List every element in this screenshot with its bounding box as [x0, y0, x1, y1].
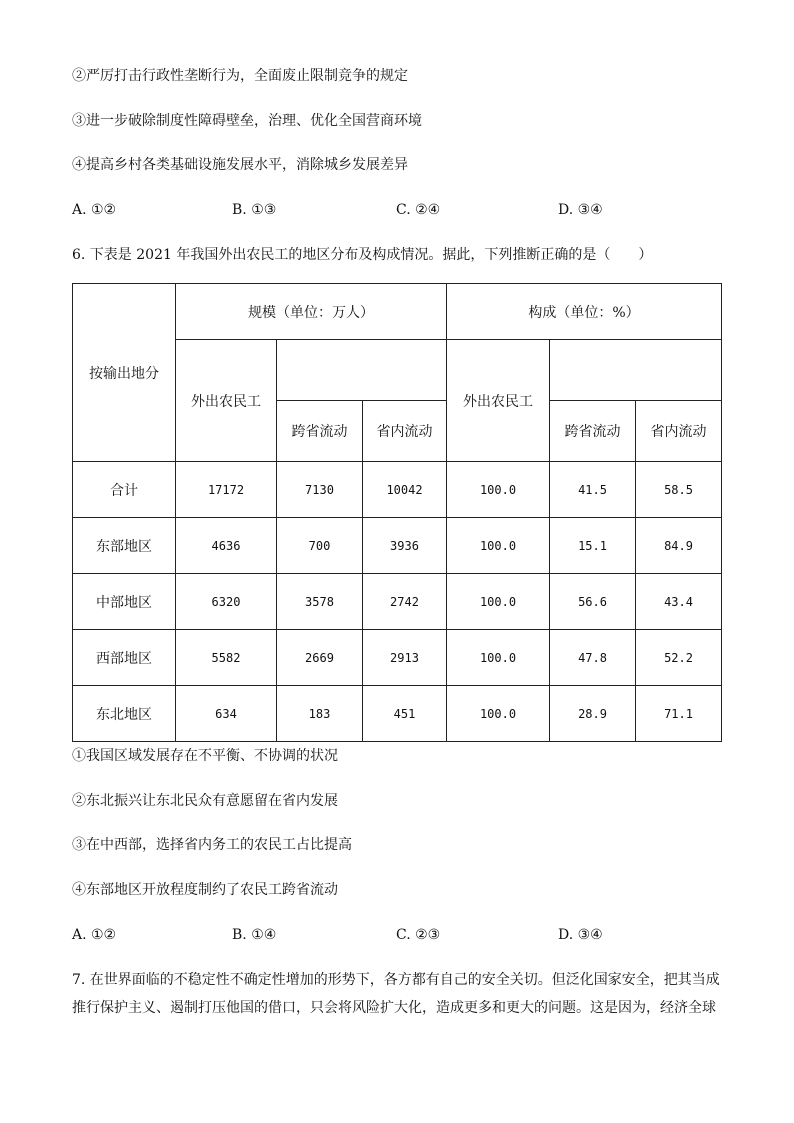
- q6-option-d: D. ③④: [558, 927, 603, 943]
- within-cell: 2742: [363, 574, 447, 630]
- q6-item-1: ①我国区域发展存在不平衡、不协调的状况: [72, 748, 338, 764]
- q5-option-d: D. ③④: [558, 202, 603, 218]
- scale-within-header: 省内流动: [363, 401, 447, 462]
- total-cell: 6320: [176, 574, 277, 630]
- pct-total-cell: 100.0: [447, 462, 550, 518]
- pct-cross-cell: 28.9: [550, 686, 636, 742]
- comp-blank-cell: [550, 340, 722, 401]
- within-cell: 10042: [363, 462, 447, 518]
- cross-cell: 700: [277, 518, 363, 574]
- pct-within-cell: 43.4: [636, 574, 722, 630]
- q7-paragraph: 7. 在世界面临的不稳定性不确定性增加的形势下，各方都有自己的安全关切。但泛化国家安全，把其当成推行保护主义、遏制打压他国的借口，只会将风险扩大化，造成更多和更大的问题。这是因为，经济全球: [72, 972, 720, 1016]
- pct-cross-cell: 41.5: [550, 462, 636, 518]
- region-cell: 西部地区: [73, 630, 176, 686]
- region-cell: 中部地区: [73, 574, 176, 630]
- q6-item-4: ④东部地区开放程度制约了农民工跨省流动: [72, 882, 338, 898]
- pct-cross-cell: 15.1: [550, 518, 636, 574]
- q6-option-a: A. ①②: [72, 927, 117, 943]
- q5-option-c: C. ②④: [396, 202, 441, 218]
- total-cell: 634: [176, 686, 277, 742]
- pct-cross-cell: 56.6: [550, 574, 636, 630]
- pct-total-cell: 100.0: [447, 574, 550, 630]
- composition-group-header: 构成（单位：%）: [447, 284, 722, 340]
- table-row: [73, 630, 722, 686]
- cross-cell: 3578: [277, 574, 363, 630]
- cross-cell: 2669: [277, 630, 363, 686]
- scale-group-header: 规模（单位：万人）: [176, 284, 447, 340]
- scale-blank-cell: [277, 340, 447, 401]
- total-cell: 4636: [176, 518, 277, 574]
- total-cell: 5582: [176, 630, 277, 686]
- scale-total-header: 外出农民工: [176, 340, 277, 462]
- region-cell: 东北地区: [73, 686, 176, 742]
- region-cell: 东部地区: [73, 518, 176, 574]
- total-cell: 17172: [176, 462, 277, 518]
- q5-item-2: ②严厉打击行政性垄断行为，全面废止限制竞争的规定: [72, 68, 408, 84]
- q6-item-3: ③在中西部，选择省内务工的农民工占比提高: [72, 837, 352, 853]
- scale-cross-header: 跨省流动: [277, 401, 363, 462]
- table-row: [73, 574, 722, 630]
- pct-total-cell: 100.0: [447, 518, 550, 574]
- table-row: [73, 462, 722, 518]
- comp-total-header: 外出农民工: [447, 340, 550, 462]
- q6-stem: 6. 下表是 2021 年我国外出农民工的地区分布及构成情况。据此，下列推断正确的是（ ）: [72, 247, 653, 263]
- migrant-worker-table: [72, 283, 722, 742]
- q5-option-a: A. ①②: [72, 202, 117, 218]
- row-header-cell: 按输出地分: [73, 284, 176, 462]
- pct-within-cell: 84.9: [636, 518, 722, 574]
- pct-within-cell: 58.5: [636, 462, 722, 518]
- q5-item-3: ③进一步破除制度性障碍壁垒，治理、优化全国营商环境: [72, 113, 422, 129]
- cross-cell: 183: [277, 686, 363, 742]
- table-row: [73, 518, 722, 574]
- q6-option-b: B. ①④: [232, 927, 277, 943]
- pct-within-cell: 71.1: [636, 686, 722, 742]
- region-cell: 合计: [73, 462, 176, 518]
- within-cell: 3936: [363, 518, 447, 574]
- q6-option-c: C. ②③: [396, 927, 441, 943]
- table-row: [73, 686, 722, 742]
- comp-cross-header: 跨省流动: [550, 401, 636, 462]
- q5-item-4: ④提高乡村各类基础设施发展水平，消除城乡发展差异: [72, 157, 408, 173]
- pct-within-cell: 52.2: [636, 630, 722, 686]
- pct-total-cell: 100.0: [447, 630, 550, 686]
- within-cell: 451: [363, 686, 447, 742]
- pct-cross-cell: 47.8: [550, 630, 636, 686]
- pct-total-cell: 100.0: [447, 686, 550, 742]
- q6-item-2: ②东北振兴让东北民众有意愿留在省内发展: [72, 793, 338, 809]
- cross-cell: 7130: [277, 462, 363, 518]
- within-cell: 2913: [363, 630, 447, 686]
- q5-option-b: B. ①③: [232, 202, 277, 218]
- comp-within-header: 省内流动: [636, 401, 722, 462]
